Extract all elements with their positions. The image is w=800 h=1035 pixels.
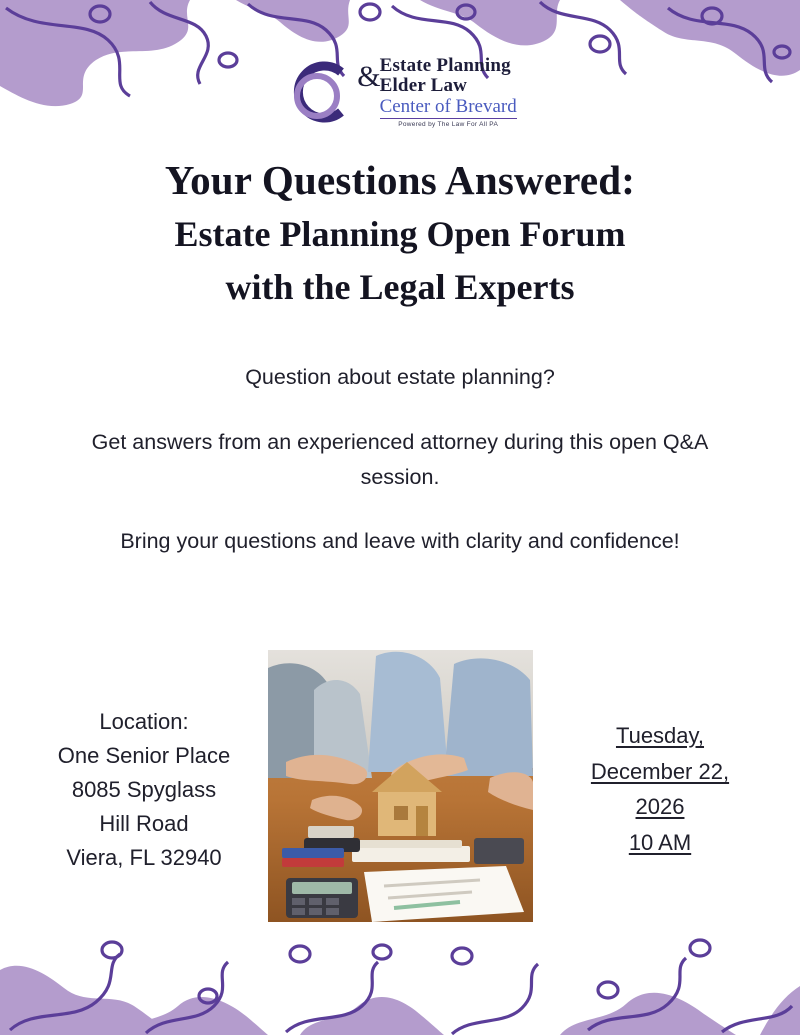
logo-line-center-of-brevard: Center of Brevard xyxy=(379,96,517,117)
page-title xyxy=(0,156,800,310)
logo-line-estate-planning: Estate Planning xyxy=(379,55,511,76)
event-photo xyxy=(268,650,533,922)
headline-line-2: Estate Planning Open Forum xyxy=(174,214,626,255)
c-ring-logo-icon xyxy=(283,56,355,128)
logo-ampersand: & xyxy=(357,60,381,93)
decorative-blobs-bottom xyxy=(0,930,800,1035)
event-time: 10 AM xyxy=(628,829,692,855)
logo-line-elder-law: Elder Law xyxy=(379,75,468,96)
event-date: December 22, xyxy=(590,758,730,784)
location-block xyxy=(20,705,268,875)
location-line-4: Viera, FL 32940 xyxy=(66,845,222,871)
event-day: Tuesday, xyxy=(615,723,705,748)
location-line-3: Hill Road xyxy=(99,811,189,837)
headline-line-3: with the Legal Experts xyxy=(225,267,575,308)
location-line-1: One Senior Place xyxy=(57,743,231,769)
body-paragraph-2: Get answers from an experienced attorney during this open Q&A session. xyxy=(91,429,709,489)
event-datetime-block xyxy=(540,718,780,861)
logo xyxy=(0,56,800,129)
headline-line-1: Your Questions Answered: xyxy=(164,157,636,203)
event-year: 2026 xyxy=(635,794,685,820)
body-copy xyxy=(58,360,742,559)
body-paragraph-3: Bring your questions and leave with clarity and confidence! xyxy=(120,529,680,554)
location-label: Location: xyxy=(99,709,189,734)
location-line-2: 8085 Spyglass xyxy=(71,777,217,803)
body-paragraph-1: Question about estate planning? xyxy=(245,365,555,389)
logo-tagline: Powered by The Law For All PA xyxy=(398,121,499,128)
